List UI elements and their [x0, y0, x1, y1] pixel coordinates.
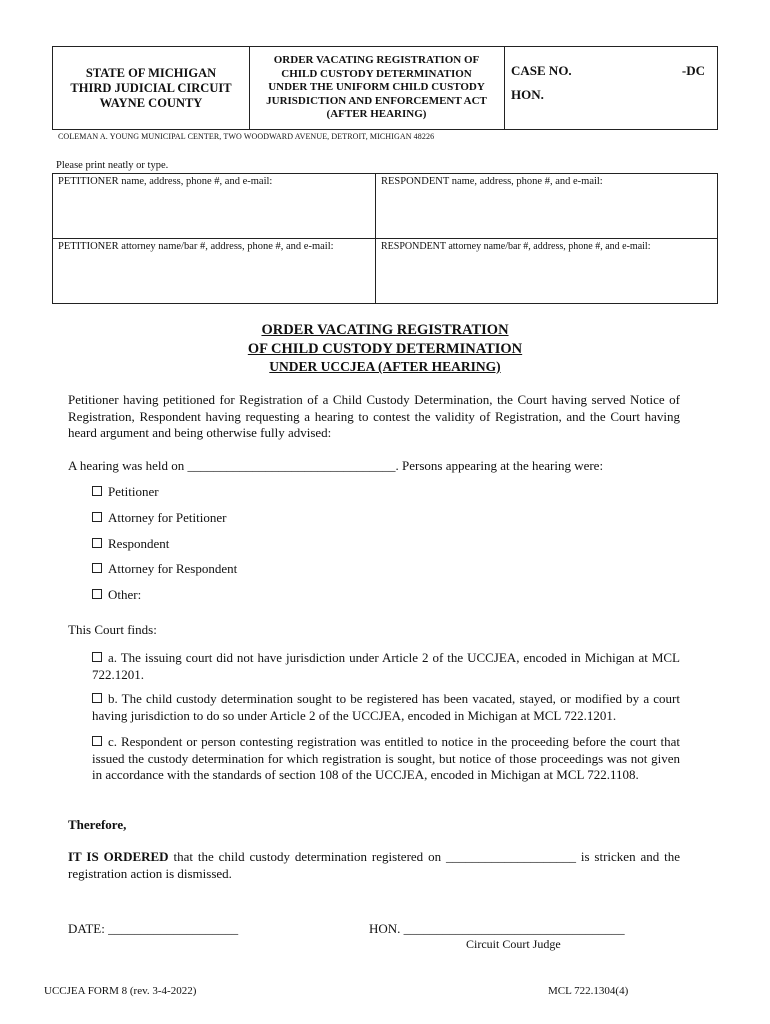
order-title-line: OF CHILD CUSTODY DETERMINATION	[247, 341, 523, 357]
checkbox[interactable]	[92, 652, 102, 662]
form-title-line: CHILD CUSTODY DETERMINATION	[281, 67, 472, 80]
order-title-line: UNDER UCCJEA (AFTER HEARING)	[269, 359, 501, 374]
attendee-petitioner[interactable]: Petitioner	[92, 484, 159, 500]
finding-b[interactable]: b. The child custody determination sought to be registered has been vacated, stayed, or modified by a court having jurisdiction to do so under Article 2 of the UCCJEA, encoded in Michigan at MCL 722.1201.	[92, 691, 680, 723]
hearing-date-line[interactable]: A hearing was held on ________________________________. Persons appearing at the hearing were:	[68, 458, 604, 473]
court-address: COLEMAN A. YOUNG MUNICIPAL CENTER, TWO WOODWARD AVENUE, DETROIT, MICHIGAN 48226	[58, 132, 435, 141]
attendee-respondent[interactable]: Respondent	[92, 536, 169, 552]
checkbox[interactable]	[92, 563, 102, 573]
court-line: WAYNE COUNTY	[99, 95, 203, 110]
checkbox[interactable]	[92, 736, 102, 746]
parties-grid	[52, 173, 718, 304]
attendee-other[interactable]: Other:	[92, 587, 141, 603]
checkbox[interactable]	[92, 538, 102, 548]
form-title-block	[249, 47, 505, 129]
judge-caption: Circuit Court Judge	[466, 937, 561, 951]
therefore-label: Therefore,	[68, 817, 127, 832]
court-line: STATE OF MICHIGAN	[85, 65, 217, 80]
date-field[interactable]: DATE: ____________________	[68, 921, 239, 936]
statute-reference: MCL 722.1304(4)	[548, 985, 629, 997]
attendee-attorney-petitioner[interactable]: Attorney for Petitioner	[92, 510, 226, 526]
intro-paragraph: Petitioner having petitioned for Registration of a Child Custody Determination, the Court having served Notice of Registration, Respondent having requesting a hearing to contest the validity of Registration, and the Court having heard argument and being otherwise fully advised:	[68, 392, 680, 440]
checkbox[interactable]	[92, 693, 102, 703]
attendee-attorney-respondent[interactable]: Attorney for Respondent	[92, 561, 237, 577]
order-emphasis: IT IS ORDERED	[68, 849, 169, 864]
form-title-line: ORDER VACATING REGISTRATION OF	[273, 54, 480, 67]
form-title-line: UNDER THE UNIFORM CHILD CUSTODY	[268, 81, 485, 94]
caption-box	[52, 46, 718, 130]
order-title-line: ORDER VACATING REGISTRATION	[261, 322, 509, 338]
court-name-block	[53, 47, 250, 129]
checkbox[interactable]	[92, 589, 102, 599]
form-title-line: JURISDICTION AND ENFORCEMENT ACT	[266, 94, 487, 107]
print-instruction: Please print neatly or type.	[56, 160, 169, 171]
case-suffix: -DC	[681, 63, 705, 78]
checkbox[interactable]	[92, 486, 102, 496]
order-text: that the child custody determination registered on ____________________ is stricken and the registration action is dismissed.	[68, 849, 680, 881]
checkbox[interactable]	[92, 512, 102, 522]
form-title-line: (AFTER HEARING)	[326, 108, 427, 121]
court-line: THIRD JUDICIAL CIRCUIT	[70, 80, 232, 95]
finding-c[interactable]: c. Respondent or person contesting registration was entitled to notice in the proceeding before the court that issued the custody determination for which registration is sought, but notice of those proceedings was not given in accordance with the standards of section 108 of the UCCJEA, encoded in Michigan at MCL 722.1108.	[92, 734, 680, 782]
respondent-attorney-field[interactable]: RESPONDENT attorney name/bar #, address, phone #, and e-mail:	[381, 241, 651, 252]
hon-label: HON.	[511, 87, 544, 102]
grid-divider	[53, 238, 717, 239]
case-no-label: CASE NO.	[511, 63, 572, 78]
respondent-field[interactable]: RESPONDENT name, address, phone #, and e-mail:	[381, 176, 603, 187]
petitioner-attorney-field[interactable]: PETITIONER attorney name/bar #, address, phone #, and e-mail:	[58, 241, 334, 252]
judge-signature-field[interactable]: HON. __________________________________	[369, 921, 625, 936]
order-paragraph	[68, 849, 680, 882]
petitioner-field[interactable]: PETITIONER name, address, phone #, and e-mail:	[58, 176, 273, 187]
finding-a[interactable]: a. The issuing court did not have jurisdiction under Article 2 of the UCCJEA, encoded in Michigan at MCL 722.1201.	[92, 650, 680, 682]
case-info-block	[504, 47, 717, 129]
findings-heading: This Court finds:	[68, 622, 157, 637]
form-number: UCCJEA FORM 8 (rev. 3-4-2022)	[44, 985, 197, 997]
